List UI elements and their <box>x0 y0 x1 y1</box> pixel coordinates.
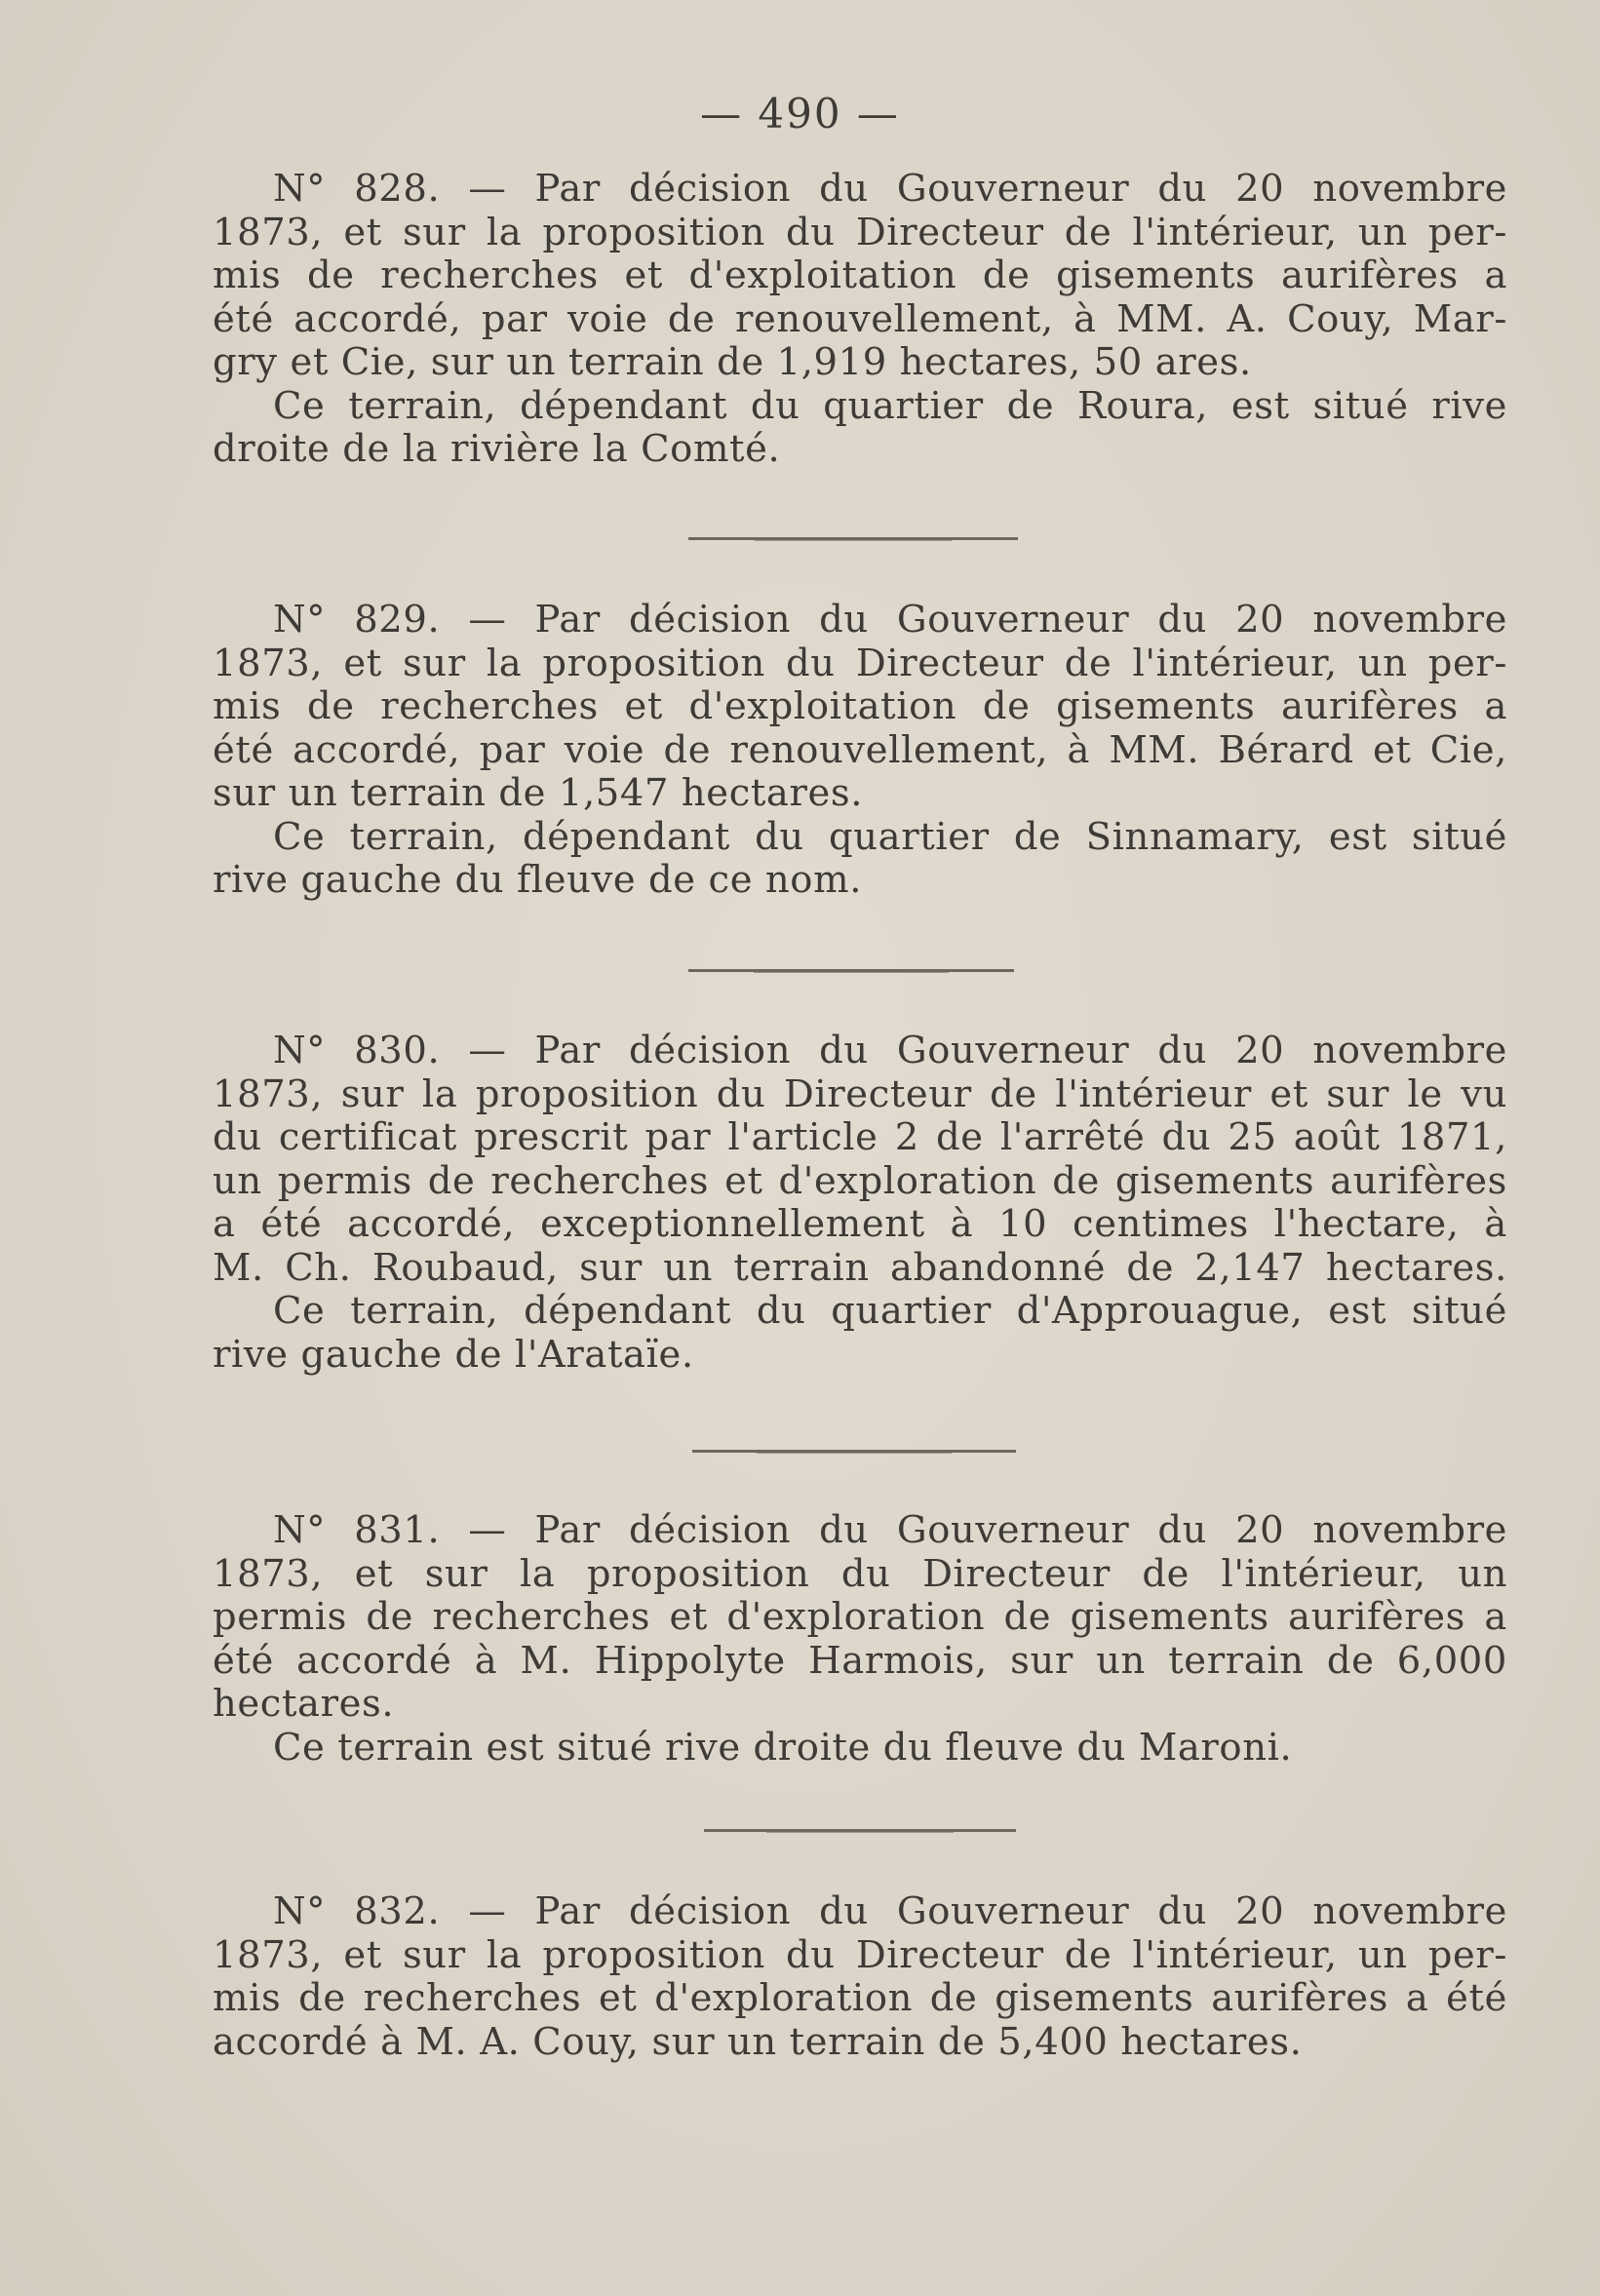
decision-entry-830 <box>213 1030 1507 1377</box>
text-line: M. Ch. Roubaud, sur un terrain abandonné de 2,147 hectares. <box>213 1245 1507 1290</box>
section-divider <box>688 969 1014 972</box>
text-line: Ce terrain est situé rive droite du fleuve du Maroni. <box>273 1725 1293 1770</box>
text-line: Ce terrain, dépendant du quartier d'Approuague, est situé <box>273 1289 1507 1333</box>
text-line: 1873, et sur la proposition du Directeur de l'intérieur, un per- <box>213 210 1507 254</box>
decision-entry-828 <box>213 168 1507 472</box>
decision-entry-829 <box>213 599 1507 903</box>
text-line: N° 828. — Par décision du Gouverneur du 20 novembre <box>273 167 1507 211</box>
page-number: — 490 — <box>700 90 900 137</box>
text-line: mis de recherches et d'exploitation de gisements aurifères a <box>213 684 1507 728</box>
text-line: été accordé, par voie de renouvellement, à MM. A. Couy, Mar- <box>213 296 1507 341</box>
text-line: Ce terrain, dépendant du quartier de Sinnamary, est situé <box>273 814 1507 859</box>
text-line: un permis de recherches et d'exploration de gisements aurifères <box>213 1158 1507 1203</box>
text-line: accordé à M. A. Couy, sur un terrain de 5,400 hectares. <box>213 2019 1303 2064</box>
text-line: a été accordé, exceptionnellement à 10 centimes l'hectare, à <box>213 1202 1507 1246</box>
text-line: 1873, sur la proposition du Directeur de l'intérieur et sur le vu <box>213 1071 1507 1116</box>
section-divider <box>688 537 1018 540</box>
text-line: du certificat prescrit par l'article 2 de l'arrêté du 25 août 1871, <box>213 1115 1507 1159</box>
section-divider <box>704 1829 1016 1832</box>
text-line: hectares. <box>213 1682 395 1726</box>
decision-entry-832 <box>213 1890 1507 2064</box>
text-line: rive gauche de l'Arataïe. <box>213 1332 694 1377</box>
text-line: été accordé, par voie de renouvellement, à MM. Bérard et Cie, <box>213 727 1507 772</box>
text-line: été accordé à M. Hippolyte Harmois, sur un terrain de 6,000 <box>213 1638 1507 1683</box>
text-line: Ce terrain, dépendant du quartier de Roura, est situé rive <box>273 383 1507 428</box>
text-line: permis de recherches et d'exploration de gisements aurifères a <box>213 1595 1507 1639</box>
text-line: N° 831. — Par décision du Gouverneur du 20 novembre <box>273 1508 1507 1552</box>
text-line: N° 830. — Par décision du Gouverneur du 20 novembre <box>273 1029 1507 1072</box>
text-line: 1873, et sur la proposition du Directeur de l'intérieur, un per- <box>213 641 1507 685</box>
text-line: 1873, et sur la proposition du Directeur de l'intérieur, un <box>213 1551 1507 1596</box>
text-line: mis de recherches et d'exploitation de gisements aurifères a <box>213 253 1507 297</box>
section-divider <box>692 1450 1016 1453</box>
text-line: 1873, et sur la proposition du Directeur de l'intérieur, un per- <box>213 1932 1507 1977</box>
text-line: gry et Cie, sur un terrain de 1,919 hectares, 50 ares. <box>213 340 1252 384</box>
text-line: mis de recherches et d'exploration de gisements aurifères a été <box>213 1976 1507 2020</box>
text-line: rive gauche du fleuve de ce nom. <box>213 858 863 902</box>
text-line: droite de la rivière la Comté. <box>213 427 781 471</box>
text-line: N° 832. — Par décision du Gouverneur du 20 novembre <box>273 1889 1507 1933</box>
text-line: sur un terrain de 1,547 hectares. <box>213 771 864 815</box>
text-line: N° 829. — Par décision du Gouverneur du 20 novembre <box>273 598 1507 642</box>
decision-entry-831 <box>213 1509 1507 1770</box>
